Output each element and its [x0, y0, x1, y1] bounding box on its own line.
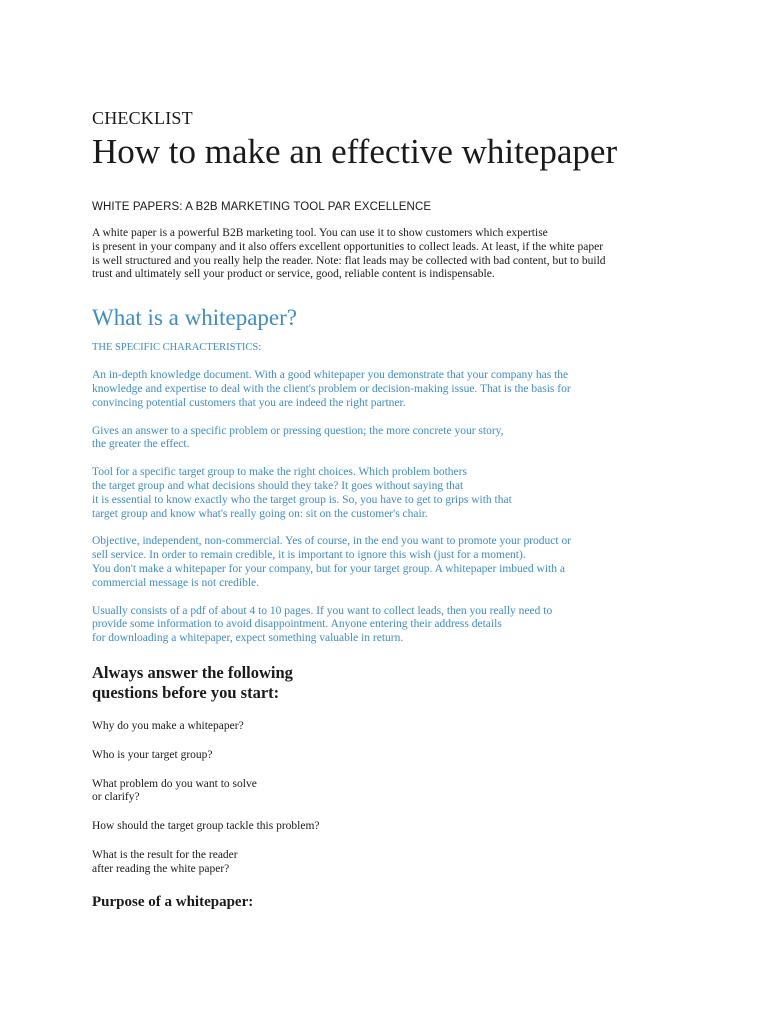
question-line: or clarify?: [92, 791, 140, 804]
question-line: What is the result for the reader: [92, 848, 238, 861]
paragraph-line: target group and know what's really going on: sit on the customer's chair.: [92, 507, 428, 520]
paragraph-line: Usually consists of a pdf of about 4 to 10 pages. If you want to collect leads, then you really need to: [92, 604, 553, 617]
intro-paragraph: [92, 227, 692, 282]
paragraph-line: for downloading a whitepaper, expect something valuable in return.: [92, 632, 404, 645]
section-heading-purpose: Purpose of a whitepaper:: [92, 893, 254, 910]
paragraph-line: the target group and what decisions should they take? It goes without saying that: [92, 479, 464, 492]
heading-line: Always answer the following: [92, 662, 293, 682]
question-item: [92, 720, 692, 734]
characteristic-paragraph: [92, 369, 692, 410]
question-line: How should the target group tackle this problem?: [92, 820, 320, 833]
characteristics-label: THE SPECIFIC CHARACTERISTICS:: [92, 342, 262, 354]
paragraph-line: You don't make a whitepaper for your company, but for your target group. A whitepaper imbued with a: [92, 562, 565, 575]
question-item: [92, 749, 692, 763]
characteristic-paragraph: [92, 605, 692, 646]
heading-line: questions before you start:: [92, 682, 280, 702]
question-line: Why do you make a whitepaper?: [92, 719, 244, 732]
paragraph-line: knowledge and expertise to deal with the client's problem or decision-making issue. That is the basis for: [92, 382, 571, 395]
paragraph-line: Gives an answer to a specific problem or pressing question; the more concrete your story,: [92, 424, 504, 437]
intro-subtitle: WHITE PAPERS: A B2B MARKETING TOOL PAR EXCELLENCE: [92, 201, 432, 213]
intro-line: is well structured and you really help the reader. Note: flat leads may be collected with bad content, but to build: [92, 254, 606, 267]
characteristic-paragraph: [92, 466, 692, 521]
paragraph-line: Objective, independent, non-commercial. Yes of course, in the end you want to promote your product or: [92, 535, 572, 548]
paragraph-line: commercial message is not credible.: [92, 576, 260, 589]
page-title: How to make an effective whitepaper: [92, 132, 618, 171]
question-line: Who is your target group?: [92, 748, 213, 761]
paragraph-line: An in-depth knowledge document. With a good whitepaper you demonstrate that your company has the: [92, 369, 569, 382]
checklist-label: CHECKLIST: [92, 108, 193, 128]
question-item: [92, 778, 692, 806]
intro-line: trust and ultimately sell your product or service, good, reliable content is indispensable.: [92, 268, 495, 281]
question-line: after reading the white paper?: [92, 862, 230, 875]
section-heading-questions: [92, 663, 692, 703]
document-page: [92, 107, 692, 912]
question-line: What problem do you want to solve: [92, 777, 257, 790]
paragraph-line: the greater the effect.: [92, 438, 190, 451]
question-item: [92, 820, 692, 834]
intro-line: A white paper is a powerful B2B marketing tool. You can use it to show customers which expertise: [92, 227, 548, 239]
characteristic-paragraph: [92, 535, 692, 590]
paragraph-line: Tool for a specific target group to make the right choices. Which problem bothers: [92, 466, 467, 479]
paragraph-line: provide some information to avoid disappointment. Anyone entering their address details: [92, 618, 502, 631]
paragraph-line: sell service. In order to remain credible, it is important to ignore this wish (just for a moment).: [92, 549, 526, 562]
paragraph-line: convincing potential customers that you are indeed the right partner.: [92, 396, 406, 409]
section-heading-whatis: What is a whitepaper?: [92, 305, 297, 331]
paragraph-line: it is essential to know exactly who the target group is. So, you have to get to grips with that: [92, 493, 512, 506]
question-item: [92, 849, 692, 877]
intro-line: is present in your company and it also offers excellent opportunities to collect leads. At least, if the white paper: [92, 240, 604, 253]
characteristic-paragraph: [92, 425, 692, 453]
